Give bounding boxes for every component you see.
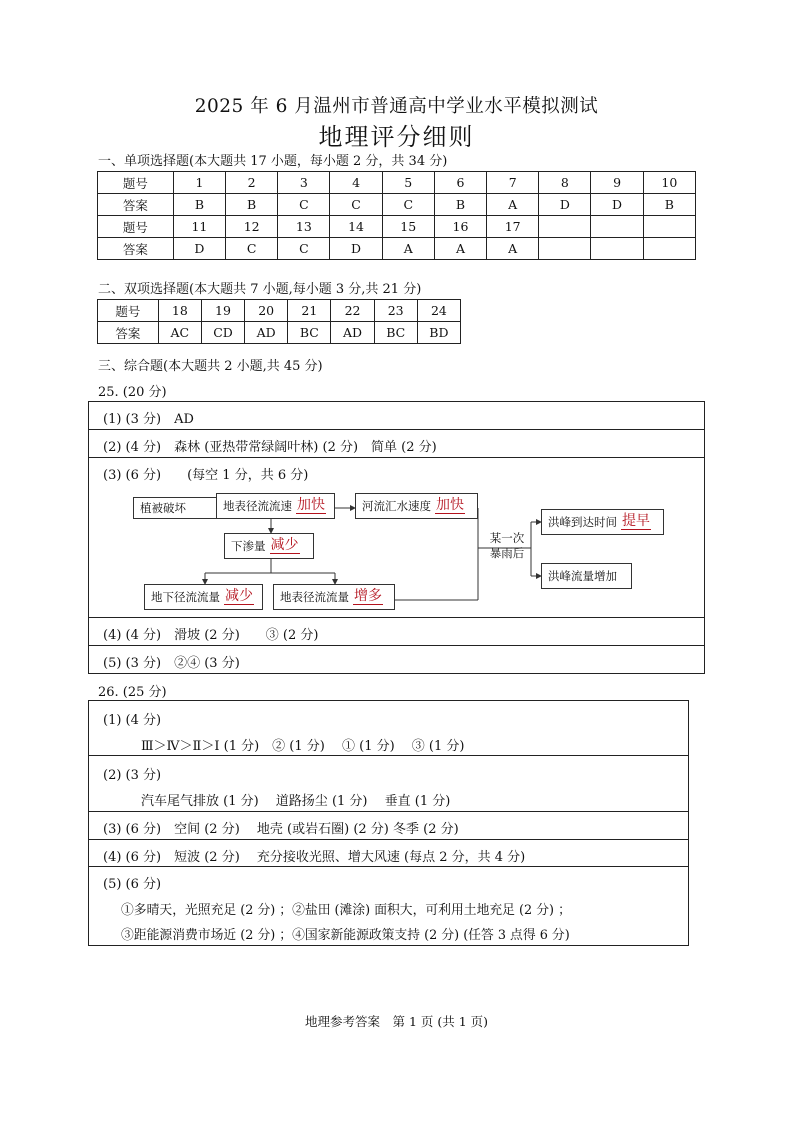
table-cell: 22: [331, 300, 374, 322]
q26-part2: [89, 756, 688, 812]
table-cell: 6: [434, 172, 486, 194]
q26-part1-text: (1) (4 分): [103, 713, 162, 728]
table-cell: BC: [288, 322, 331, 344]
table-cell: 21: [288, 300, 331, 322]
table-cell: [643, 216, 695, 238]
q26-part1-answer: Ⅲ＞Ⅳ＞Ⅱ＞Ⅰ (1 分) ② (1 分) ① (1 分) ③ (1 分): [141, 739, 465, 754]
section1-heading: 一、单项选择题(本大题共 17 小题，每小题 2 分，共 34 分): [98, 154, 448, 169]
table-cell: 1: [173, 172, 225, 194]
table-cell: 7: [487, 172, 539, 194]
q25-part1-text: (1) (3 分) AD: [103, 412, 194, 427]
q26-part4: [89, 840, 688, 867]
table-cell: 18: [158, 300, 201, 322]
table-cell: 19: [201, 300, 244, 322]
flow-node-surface-speed: [216, 493, 335, 519]
flow-node-label: 地下径流流量: [151, 590, 220, 604]
row-label-answer: 答案: [98, 322, 159, 344]
q26-part2-text: (2) (3 分): [103, 768, 162, 783]
table-cell: B: [434, 194, 486, 216]
flow-node-river-speed: [355, 493, 478, 519]
table-row: [98, 172, 696, 194]
table-cell: A: [487, 238, 539, 260]
table-cell: 17: [487, 216, 539, 238]
q26-answer-box: [88, 700, 689, 946]
q26-part4-text: (4) (6 分) 短波 (2 分) 充分接收光照、增大风速 (每点 2 分，共 4 分): [103, 850, 526, 865]
table-cell: AD: [331, 322, 374, 344]
table-cell: 11: [173, 216, 225, 238]
q25-part3: [89, 458, 704, 618]
table-cell: A: [382, 238, 434, 260]
document-subtitle: 地理评分细则: [318, 123, 475, 151]
table-cell: CD: [201, 322, 244, 344]
q26-part5-answer-line1: ①多晴天，光照充足 (2 分) ；②盐田 (滩涂) 面积大，可利用土地充足 (2 分) ；: [121, 903, 571, 918]
table-cell: 12: [226, 216, 278, 238]
flow-answer: 减少: [270, 537, 299, 553]
table-cell: C: [278, 238, 330, 260]
q26-heading: 26. (25 分): [98, 685, 167, 700]
flow-node-surface-flow: [273, 584, 395, 610]
section3-heading: 三、综合题(本大题共 2 小题,共 45 分): [98, 359, 323, 374]
flow-node-label: 洪峰到达时间: [548, 515, 617, 529]
q25-part2: [89, 430, 704, 458]
flow-node-label: 地表径流流速: [223, 499, 292, 513]
table-cell: 14: [330, 216, 382, 238]
table-cell: [539, 238, 591, 260]
table-cell: 13: [278, 216, 330, 238]
flow-condition-label: [485, 531, 529, 561]
q26-part2-answer: 汽车尾气排放 (1 分) 道路扬尘 (1 分) 垂直 (1 分): [141, 794, 451, 809]
q25-answer-box: [88, 401, 705, 674]
table-row: [98, 238, 696, 260]
table-cell: 4: [330, 172, 382, 194]
q25-part3-text: (3) (6 分) (每空 1 分，共 6 分): [103, 468, 309, 483]
table-cell: 15: [382, 216, 434, 238]
table-cell: D: [539, 194, 591, 216]
table-cell: C: [226, 238, 278, 260]
flow-node-label: 植被破坏: [140, 501, 186, 515]
q25-part4-text: (4) (4 分) 滑坡 (2 分) ③ (2 分): [103, 628, 319, 643]
q26-part5: [89, 867, 688, 945]
flow-node-groundwater: [144, 584, 263, 610]
table-cell: [591, 238, 643, 260]
q25-part5: [89, 646, 704, 673]
table-cell: C: [278, 194, 330, 216]
q26-part1: [89, 701, 688, 756]
table-cell: 23: [374, 300, 417, 322]
table-cell: 8: [539, 172, 591, 194]
table-cell: C: [382, 194, 434, 216]
flow-node-label: 河流汇水速度: [362, 499, 431, 513]
table-cell: D: [173, 238, 225, 260]
q25-heading: 25. (20 分): [98, 385, 167, 400]
table-row: [98, 300, 461, 322]
table-cell: C: [330, 194, 382, 216]
q26-part5-text: (5) (6 分): [103, 877, 162, 892]
row-label-answer: 答案: [98, 238, 174, 260]
row-label-question: 题号: [98, 216, 174, 238]
flow-node-label: 下渗量: [231, 539, 266, 553]
q26-part3: [89, 812, 688, 840]
flow-condition-line: 暴雨后: [489, 546, 525, 560]
table-cell: [643, 238, 695, 260]
flow-answer: 增多: [354, 588, 382, 604]
q26-part3-text: (3) (6 分) 空间 (2 分) 地壳 (或岩石圈) (2 分) 冬季 (2 分): [103, 822, 459, 837]
flow-answer: 加快: [436, 497, 464, 513]
table-cell: [539, 216, 591, 238]
table-cell: B: [643, 194, 695, 216]
flow-answer: 提早: [622, 513, 650, 529]
section2-heading: 二、双项选择题(本大题共 7 小题,每小题 3 分,共 21 分): [98, 282, 422, 297]
table-cell: B: [173, 194, 225, 216]
q25-part4: [89, 618, 704, 646]
table-cell: D: [330, 238, 382, 260]
q25-part5-text: (5) (3 分) ②④ (3 分): [103, 656, 240, 671]
q25-part1: [89, 402, 704, 430]
table-cell: 24: [417, 300, 460, 322]
table-cell: B: [226, 194, 278, 216]
table-cell: BD: [417, 322, 460, 344]
table-row: [98, 322, 461, 344]
flow-node-peak-flow: [541, 563, 632, 589]
q25-part2-text: (2) (4 分) 森林 (亚热带常绿阔叶林) (2 分) 简单 (2 分): [103, 440, 437, 455]
document-title: 2025 年 6 月温州市普通高中学业水平模拟测试: [194, 96, 599, 117]
flow-node-infiltration: [224, 533, 314, 559]
row-label-question: 题号: [98, 172, 174, 194]
flow-node-vegetation: [133, 497, 219, 519]
table-cell: 20: [245, 300, 288, 322]
flow-answer: 加快: [297, 497, 325, 513]
flow-node-peak-time: [541, 509, 664, 535]
table-cell: 3: [278, 172, 330, 194]
table-cell: 5: [382, 172, 434, 194]
table-cell: [591, 216, 643, 238]
table-cell: A: [487, 194, 539, 216]
flow-condition-line: 某一次: [489, 531, 525, 545]
double-choice-answer-table: [97, 299, 461, 344]
table-cell: 2: [226, 172, 278, 194]
row-label-question: 题号: [98, 300, 159, 322]
table-row: [98, 194, 696, 216]
q26-part5-answer-line2: ③距能源消费市场近 (2 分) ；④国家新能源政策支持 (2 分) (任答 3 点得 6 分): [121, 928, 570, 943]
flow-node-label: 洪峰流量增加: [548, 569, 617, 583]
table-cell: 16: [434, 216, 486, 238]
table-cell: BC: [374, 322, 417, 344]
single-choice-answer-table: [97, 171, 696, 260]
table-cell: AC: [158, 322, 201, 344]
row-label-answer: 答案: [98, 194, 174, 216]
table-cell: 10: [643, 172, 695, 194]
runoff-flowchart: [89, 458, 704, 618]
table-cell: 9: [591, 172, 643, 194]
table-cell: A: [434, 238, 486, 260]
table-cell: AD: [245, 322, 288, 344]
table-row: [98, 216, 696, 238]
flow-node-label: 地表径流流量: [280, 590, 349, 604]
table-cell: D: [591, 194, 643, 216]
flow-answer: 减少: [225, 588, 253, 604]
page-footer: 地理参考答案 第 1 页 (共 1 页): [304, 1014, 489, 1029]
